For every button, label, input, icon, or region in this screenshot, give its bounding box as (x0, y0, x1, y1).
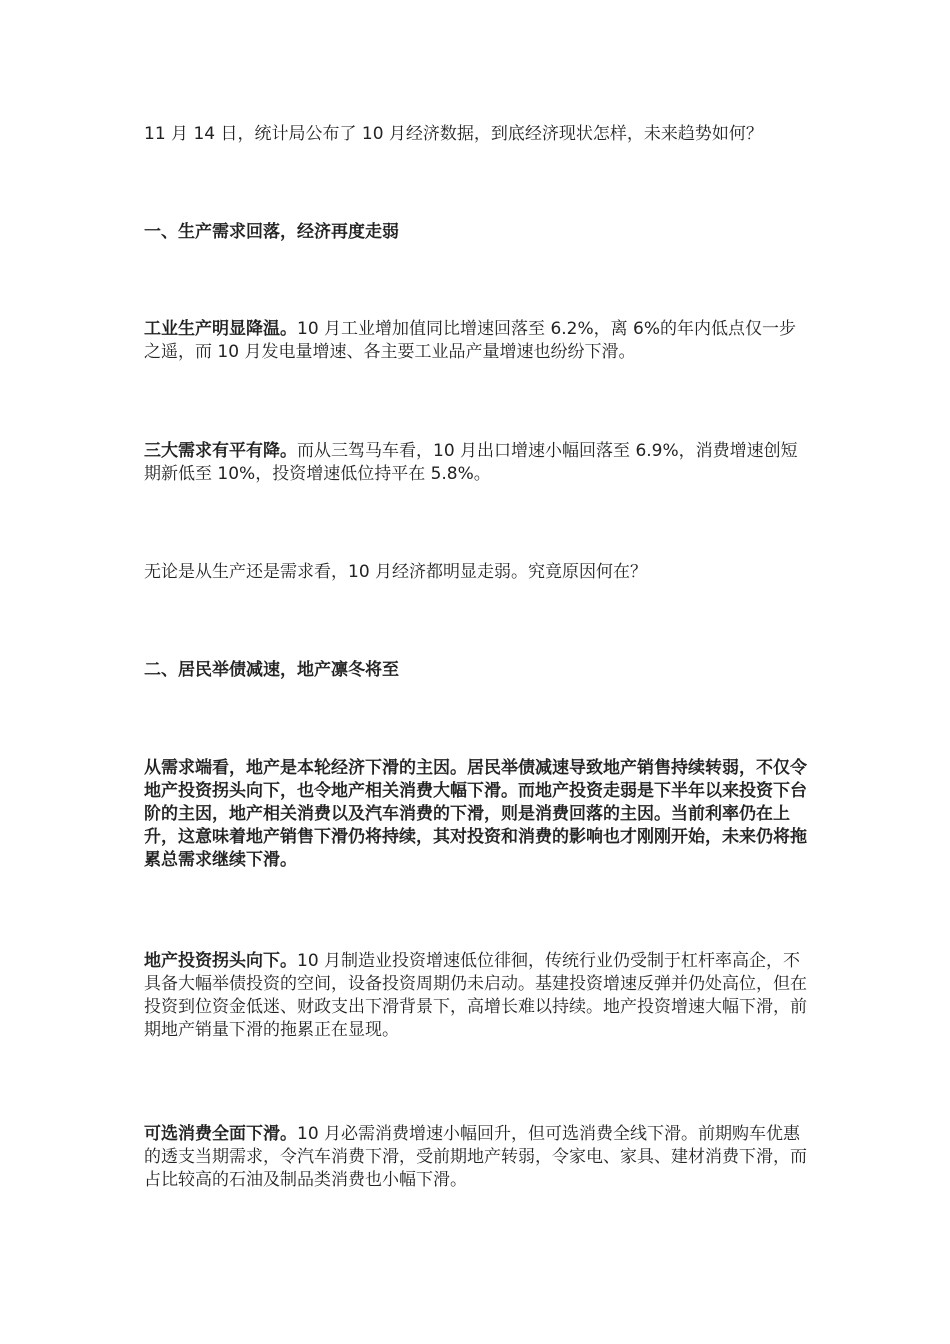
paragraph-body: 10 月制造业投资增速低位徘徊，传统行业仍受制于杠杆率高企，不具备大幅举债投资的空间，设备投资周期仍未启动。基建投资增速反弹并仍处高位，但在投资到位资金低迷、财政支出下滑背景下，高增长难以持续。地产投资增速大幅下滑，前期地产销量下滑的拖累正在显现。 (144, 951, 807, 1040)
section-1-paragraph-3: 无论是从生产还是需求看，10 月经济都明显走弱。究竟原因何在？ (144, 562, 648, 582)
section-1-heading: 一、生产需求回落，经济再度走弱 (144, 222, 399, 242)
paragraph-lead: 工业生产明显降温。 (144, 319, 297, 339)
paragraph-body: 10 月工业增加值同比增速回落至 6.2%，离 6%的年内低点仅一步之遥，而 10 月发电量增速、各主要工业品产量增速也纷纷下滑。 (144, 319, 797, 362)
section-1-paragraph-2 (144, 440, 810, 486)
section-2-paragraph-1: 从需求端看，地产是本轮经济下滑的主因。居民举债减速导致地产销售持续转弱，不仅令地产投资拐头向下，也令地产相关消费大幅下滑。而地产投资走弱是下半年以来投资下台阶的主因，地产相关消费以及汽车消费的下滑，则是消费回落的主因。当前利率仍在上升，这意味着地产销售下滑仍将持续，其对投资和消费的影响也才刚刚开始，未来仍将拖累总需求继续下滑。 (144, 758, 807, 870)
paragraph-body: 10 月必需消费增速小幅回升，但可选消费全线下滑。前期购车优惠的透支当期需求，令汽车消费下滑，受前期地产转弱，令家电、家具、建材消费下滑，而占比较高的石油及制品类消费也小幅下滑。 (144, 1124, 807, 1190)
section-2-paragraph-3 (144, 1123, 810, 1192)
section-2-paragraph-2 (144, 950, 810, 1042)
section-2-heading: 二、居民举债减速，地产凛冬将至 (144, 660, 399, 680)
section-1-paragraph-1 (144, 318, 810, 364)
paragraph-lead: 地产投资拐头向下。 (144, 951, 297, 971)
paragraph-lead: 可选消费全面下滑。 (144, 1124, 297, 1144)
paragraph-lead: 三大需求有平有降。 (144, 441, 297, 461)
intro-paragraph: 11 月 14 日，统计局公布了 10 月经济数据，到底经济现状怎样，未来趋势如何？ (144, 124, 763, 144)
paragraph-body: 而从三驾马车看，10 月出口增速小幅回落至 6.9%，消费增速创短期新低至 10%，投资增速低位持平在 5.8%。 (144, 441, 798, 484)
